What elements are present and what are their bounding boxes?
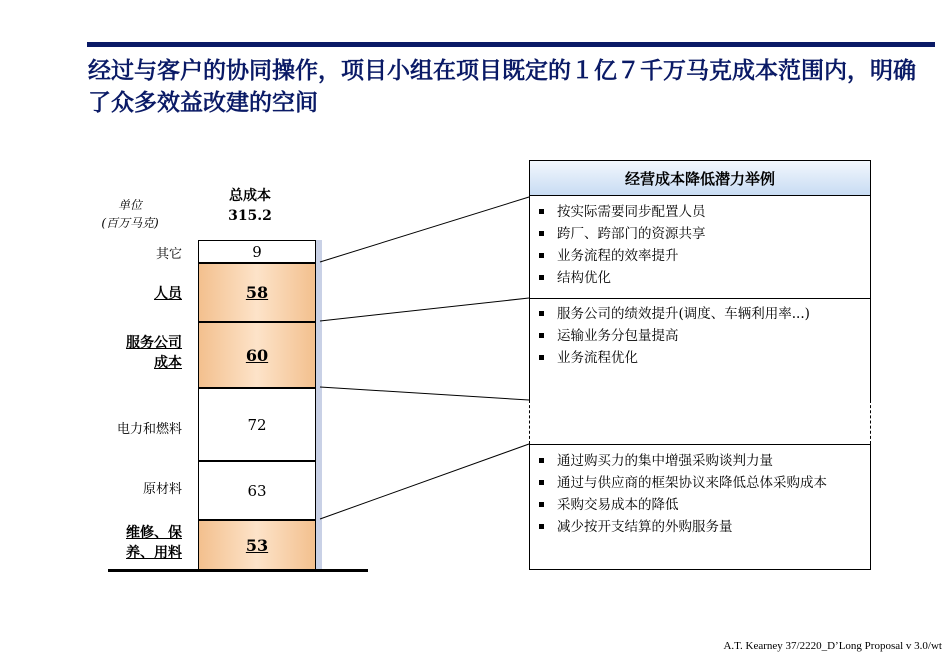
list-item: 通过与供应商的框架协议来降低总体采购成本 [537,472,865,494]
unit-label-line1: 单位 [117,198,142,212]
segment-power-fuel: 72 [198,388,316,461]
list-item: 服务公司的绩效提升(调度、车辆利用率...) [537,303,865,325]
label-power-fuel: 电力和燃料 [116,422,182,437]
label-other: 其它 [155,247,182,262]
connector-line [320,197,529,262]
list-item: 采购交易成本的降低 [537,494,865,516]
list-item: 业务流程优化 [537,347,865,369]
list-item: 业务流程的效率提升 [537,245,865,267]
list-item: 按实际需要同步配置人员 [537,201,865,223]
connector-line [320,387,529,400]
label-raw-materials: 原材料 [142,482,182,497]
list-item: 结构优化 [537,267,865,289]
connector-line [320,298,529,321]
panel-header: 经营成本降低潜力举例 [530,161,870,196]
list-item: 通过购买力的集中增强采购谈判力量 [537,450,865,472]
label-maintenance: 维修、保养、用料 [126,525,182,561]
segment-raw-materials: 63 [198,461,316,520]
segment-maintenance: 53 [198,520,316,570]
total-cost-label: 总成本 [229,188,271,204]
connector-line [320,444,529,519]
segment-other: 9 [198,240,316,263]
label-personnel: 人员 [154,286,182,302]
segment-service-company: 60 [198,322,316,388]
list-item: 跨厂、跨部门的资源共享 [537,223,865,245]
footer-note: A.T. Kearney 37/2220_D’Long Proposal v 3.0/wt [723,640,942,652]
total-cost-value: 315.2 [228,208,272,224]
list-item: 运输业务分包量提高 [537,325,865,347]
list-item: 减少按开支结算的外购服务量 [537,516,865,538]
label-service-company: 服务公司成本 [126,335,182,371]
page-title: 经过与客户的协同操作，项目小组在项目既定的１亿７千万马克成本范围内，明确了众多效益改建的空间 [88,57,916,116]
unit-label-line2: (百万马克) [101,216,159,230]
segment-personnel: 58 [198,263,316,322]
